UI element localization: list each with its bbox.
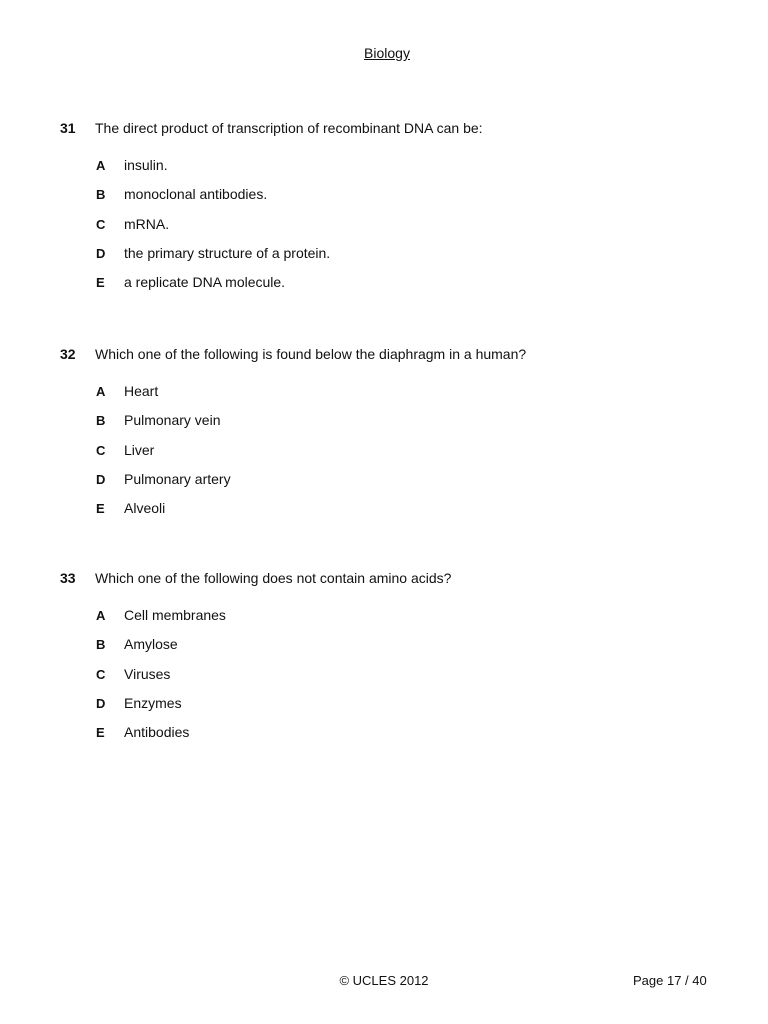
question-31	[60, 120, 720, 303]
option-a	[96, 607, 720, 625]
option-list	[60, 607, 720, 742]
page-header-title: Biology	[364, 45, 410, 61]
footer-page-number: Page 17 / 40	[633, 973, 707, 988]
option-letter: A	[96, 384, 106, 399]
option-letter: A	[96, 608, 106, 623]
question-number: 31	[60, 120, 76, 136]
option-c	[96, 442, 720, 460]
option-letter: B	[96, 637, 106, 653]
option-text: a replicate DNA molecule.	[124, 274, 286, 291]
option-text: Heart	[124, 383, 159, 399]
option-list	[60, 383, 720, 518]
option-letter: B	[96, 187, 106, 203]
option-b	[96, 412, 720, 430]
option-letter: C	[96, 666, 106, 682]
question-33	[60, 570, 720, 753]
question-stem	[60, 570, 720, 588]
option-letter: C	[96, 216, 106, 232]
option-letter: E	[96, 501, 105, 517]
option-text: monoclonal antibodies.	[124, 186, 268, 203]
footer-copyright: © UCLES 2012	[339, 973, 429, 988]
option-letter: C	[96, 442, 106, 458]
option-letter: E	[96, 725, 105, 741]
question-text: Which one of the following is found below the diaphragm in a human?	[95, 346, 527, 362]
option-a	[96, 157, 720, 175]
option-e	[96, 724, 720, 742]
question-text: The direct product of transcription of recombinant DNA can be:	[95, 120, 483, 136]
option-text: Viruses	[124, 665, 171, 682]
question-number: 33	[60, 570, 76, 586]
option-text: Amylose	[124, 636, 178, 653]
option-text: mRNA.	[124, 215, 170, 232]
option-b	[96, 186, 720, 204]
option-text: Alveoli	[124, 500, 166, 517]
option-letter: D	[96, 471, 106, 487]
question-text: Which one of the following does not contain amino acids?	[95, 570, 452, 586]
question-stem	[60, 120, 720, 138]
option-c	[96, 216, 720, 234]
option-text: Antibodies	[124, 724, 190, 741]
option-text: Liver	[124, 441, 155, 458]
option-letter: B	[96, 413, 106, 429]
option-text: Pulmonary artery	[124, 470, 231, 487]
option-letter: E	[96, 275, 105, 291]
option-d	[96, 695, 720, 713]
option-text: the primary structure of a protein.	[124, 244, 331, 261]
option-text: Cell membranes	[124, 607, 226, 623]
option-text: Pulmonary vein	[124, 412, 221, 429]
option-e	[96, 500, 720, 518]
option-b	[96, 636, 720, 654]
option-letter: D	[96, 245, 106, 261]
option-text: Enzymes	[124, 694, 182, 711]
option-a	[96, 383, 720, 401]
option-text: insulin.	[124, 157, 168, 173]
option-c	[96, 666, 720, 684]
option-list	[60, 157, 720, 292]
option-d	[96, 245, 720, 263]
option-letter: A	[96, 158, 106, 173]
question-stem	[60, 346, 720, 364]
option-d	[96, 471, 720, 489]
option-letter: D	[96, 695, 106, 711]
question-32	[60, 346, 720, 529]
option-e	[96, 274, 720, 292]
question-number: 32	[60, 346, 76, 362]
